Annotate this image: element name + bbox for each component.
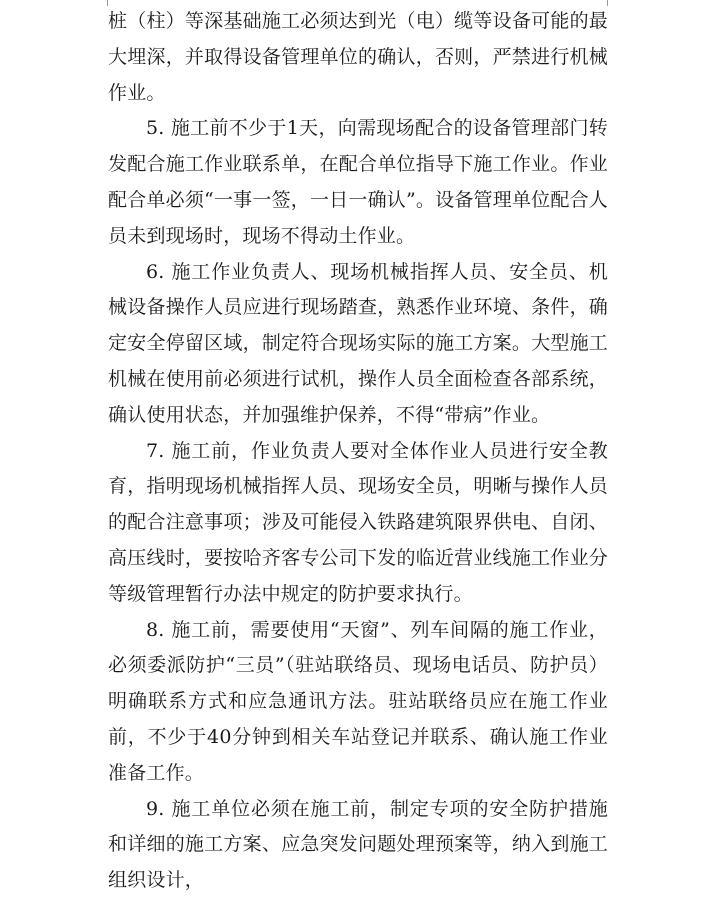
paragraph-item-5: 5. 施工前不少于1天，向需现场配合的设备管理部门转发配合施工作业联系单，在配合单位指导下施工作业。作业配合单必须“一事一签，一日一确认”。设备管理单位配合人员未到现场时，现场不得动土作业。 <box>108 117 608 247</box>
page-margin-mark-left <box>97 0 108 6</box>
paragraph-item-8: 8. 施工前，需要使用“天窗”、列车间隔的施工作业，必须委派防护“三员”（驻站联络员、现场电话员、防护员）明确联系方式和应急通讯方法。驻站联络员应在施工作业前，不少于40分钟到相关车站登记并联系、确认施工作业准备工作。 <box>108 618 608 784</box>
page-margin-mark-right <box>607 0 618 6</box>
document-body <box>108 0 608 899</box>
paragraph-item-6: 6. 施工作业负责人、现场机械指挥人员、安全员、机械设备操作人员应进行现场踏查，熟悉作业环境、条件，确定安全停留区域，制定符合现场实际的施工方案。大型施工机械在使用前必须进行试机，操作人员全面检查各部系统，确认使用状态，并加强维护保养，不得“带病”作业。 <box>108 260 608 426</box>
paragraph-item-7: 7. 施工前，作业负责人要对全体作业人员进行安全教育，指明现场机械指挥人员、现场安全员，明晰与操作人员的配合注意事项；涉及可能侵入铁路建筑限界供电、自闭、高压线时，要按哈齐客专公司下发的临近营业线施工作业分等级管理暂行办法中规定的防护要求执行。 <box>108 439 608 605</box>
paragraph-continuation: 桩（柱）等深基础施工必须达到光（电）缆等设备可能的最大埋深，并取得设备管理单位的确认，否则，严禁进行机械作业。 <box>108 10 608 104</box>
paragraph-item-9: 9. 施工单位必须在施工前，制定专项的安全防护措施和详细的施工方案、应急突发问题处理预案等，纳入到施工组织设计， <box>108 797 608 892</box>
